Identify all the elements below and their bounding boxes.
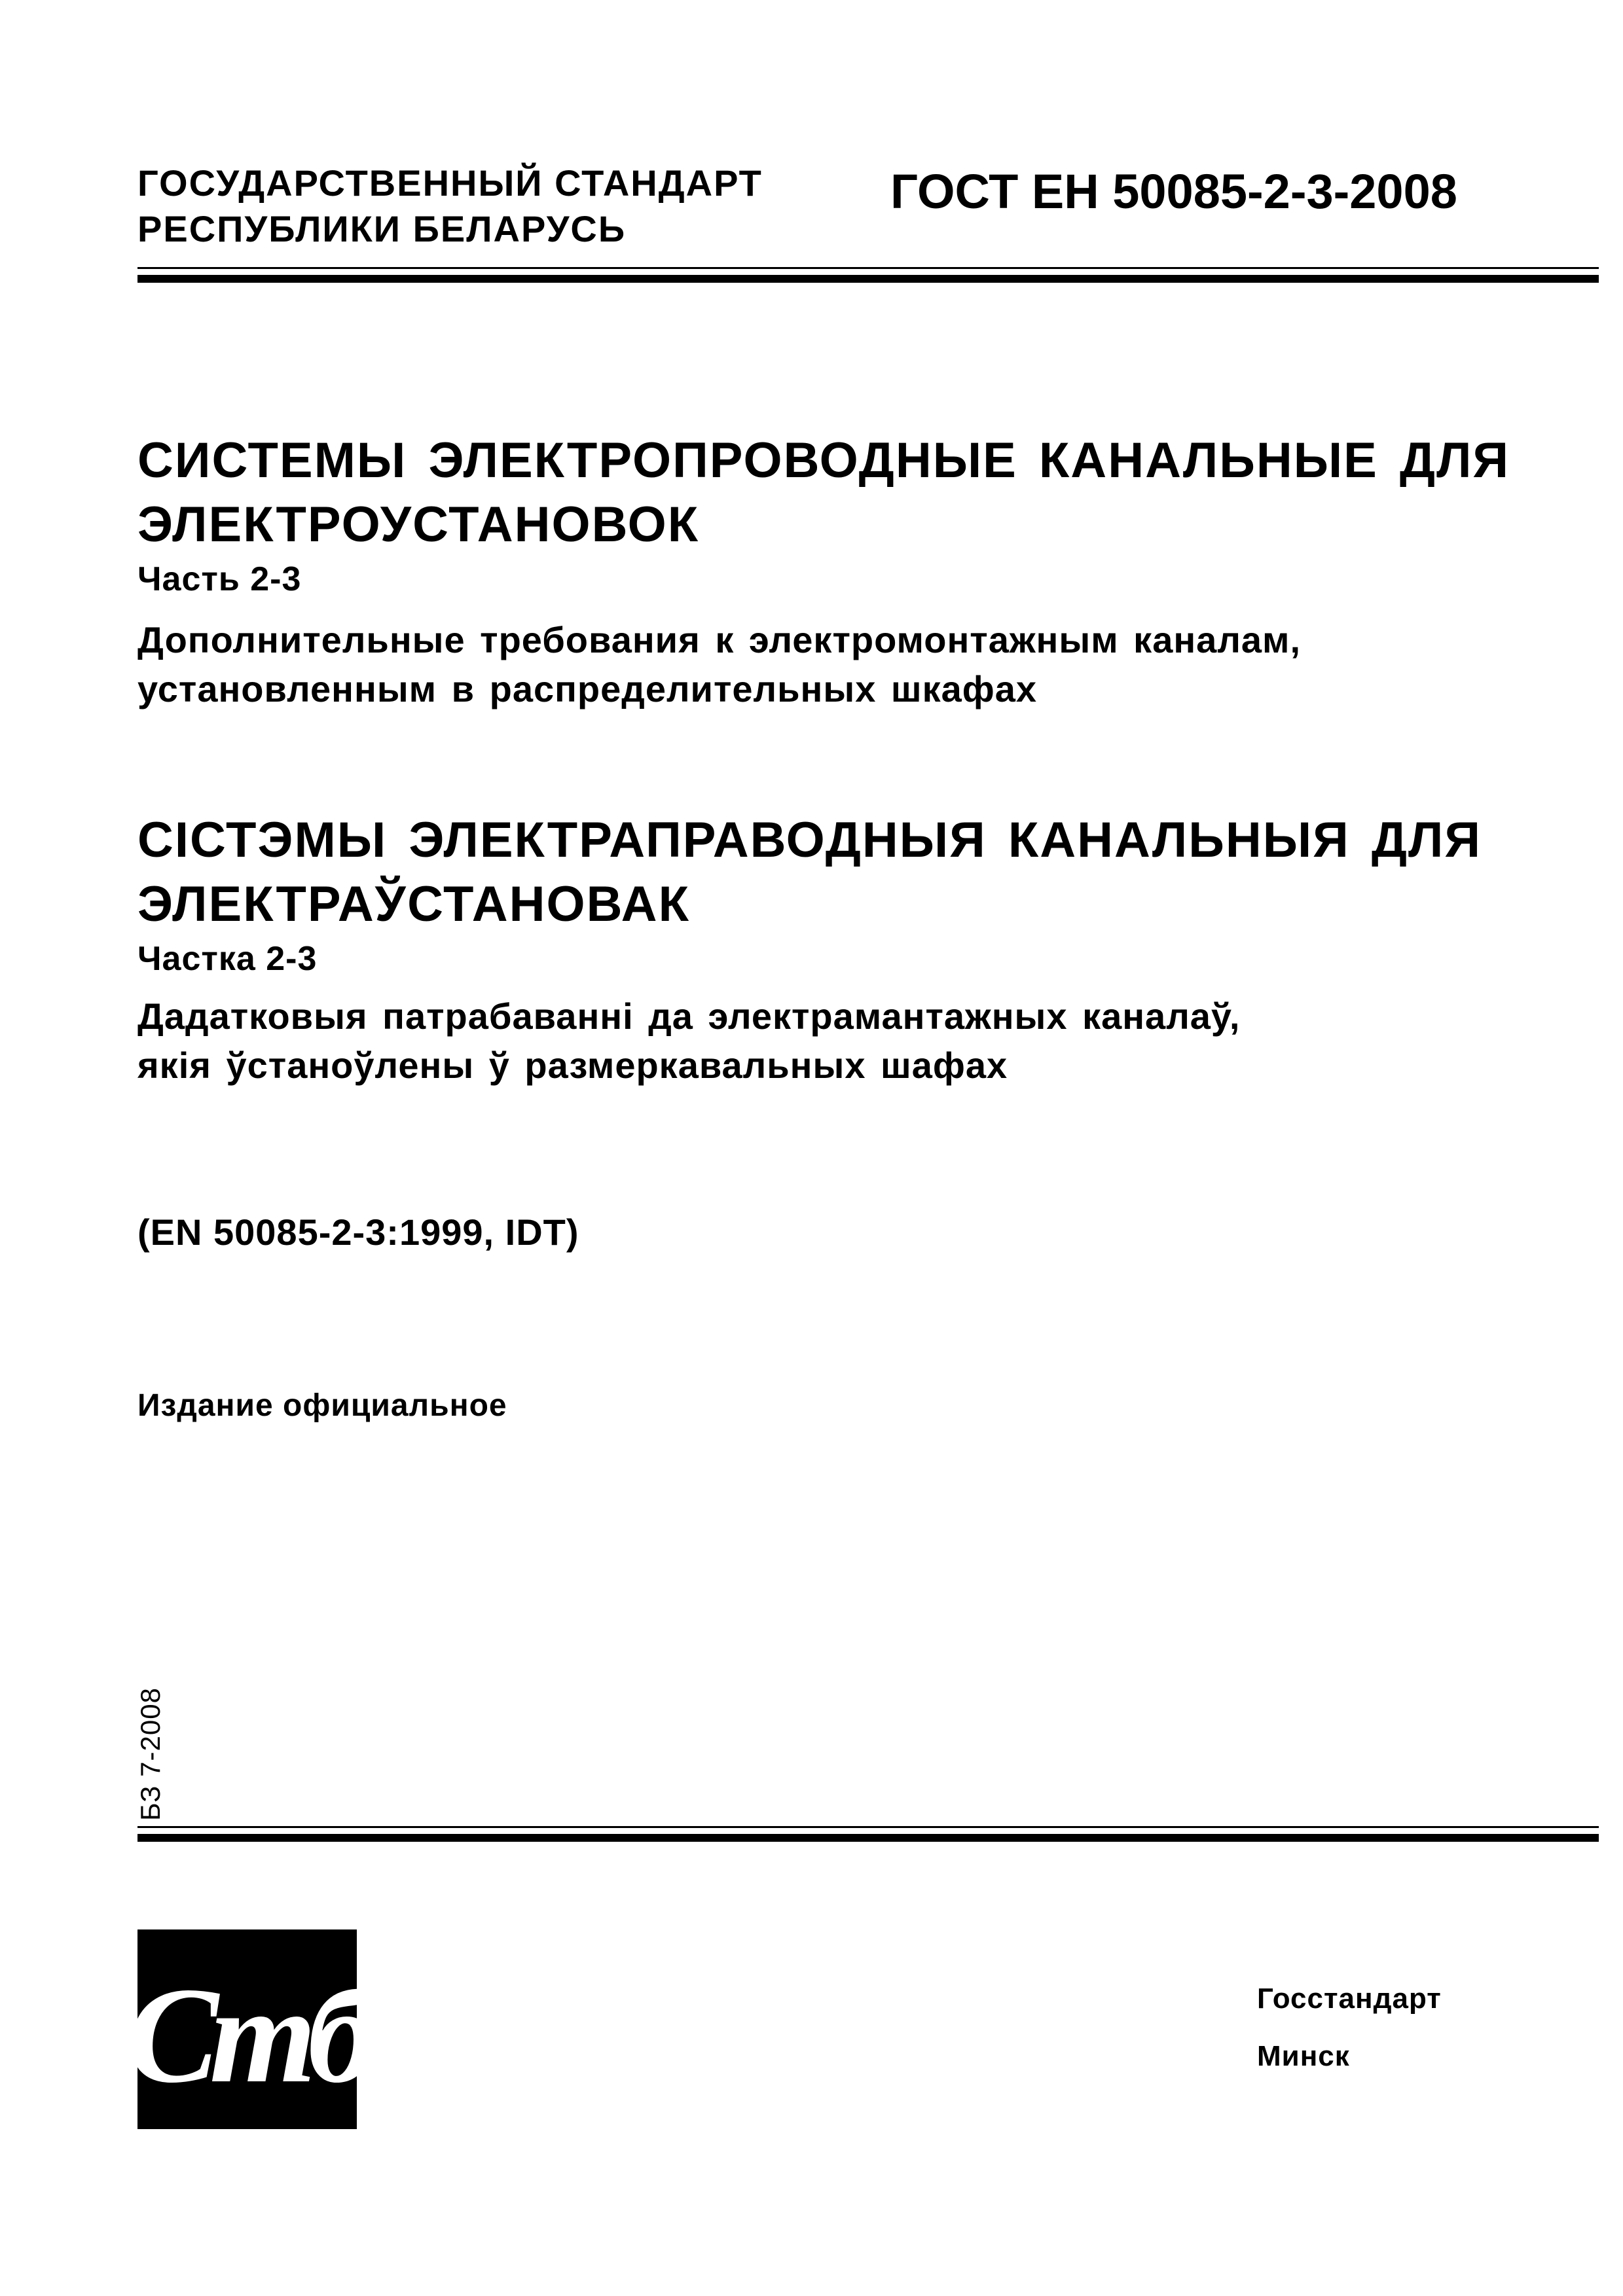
title-ru-subtitle-line-2: установленным в распределительных шкафах <box>137 668 1038 709</box>
stb-logo-svg <box>137 1929 357 2129</box>
title-ru-main <box>137 429 1604 557</box>
publisher-name: Госстандарт <box>1257 1982 1442 2015</box>
title-by-main <box>137 808 1604 937</box>
issuer-line-1: ГОСУДАРСТВЕННЫЙ СТАНДАРТ <box>137 162 763 204</box>
title-by-main-line-2: ЭЛЕКТРАЎСТАНОВАК <box>137 876 690 932</box>
registration-number <box>111 1687 190 1821</box>
stb-logo-icon <box>137 1929 357 2129</box>
standard-designation: ГОСТ ЕН 50085-2-3-2008 <box>890 164 1457 219</box>
title-by-subtitle-line-2: якія ўстаноўлены ў размеркавальных шафах <box>137 1045 1008 1086</box>
title-by-main-line-1: СІСТЭМЫ ЭЛЕКТРАПРАВОДНЫЯ КАНАЛЬНЫЯ ДЛЯ <box>137 812 1482 868</box>
title-by-part: Частка 2-3 <box>137 940 318 978</box>
title-ru-main-line-2: ЭЛЕКТРОУСТАНОВОК <box>137 497 700 552</box>
title-ru-main-line-1: СИСТЕМЫ ЭЛЕКТРОПРОВОДНЫЕ КАНАЛЬНЫЕ ДЛЯ <box>137 433 1510 488</box>
logo-lettering: Сmб <box>137 1960 357 2111</box>
registration-number-text: БЗ 7-2008 <box>135 1687 166 1821</box>
publisher-block <box>1257 1970 1442 2085</box>
issuer-block <box>137 160 763 252</box>
footer-rule-thick <box>137 1834 1599 1842</box>
footer-rule-thin <box>137 1826 1599 1828</box>
issuer-line-2: РЕСПУБЛИКИ БЕЛАРУСЬ <box>137 208 627 249</box>
title-ru-subtitle <box>137 615 1604 713</box>
international-reference: (EN 50085-2-3:1999, IDT) <box>137 1211 579 1253</box>
edition-note: Издание официальное <box>137 1388 507 1423</box>
title-by-subtitle <box>137 992 1604 1090</box>
title-by-subtitle-line-1: Дадатковыя патрабаванні да электрамантажных каналаў, <box>137 996 1241 1037</box>
header-rule-thick <box>137 275 1599 283</box>
title-ru-subtitle-line-1: Дополнительные требования к электромонтажным каналам, <box>137 619 1302 660</box>
publisher-city: Минск <box>1257 2040 1350 2072</box>
title-ru-part: Часть 2-3 <box>137 560 302 598</box>
header-rule-thin <box>137 267 1599 269</box>
